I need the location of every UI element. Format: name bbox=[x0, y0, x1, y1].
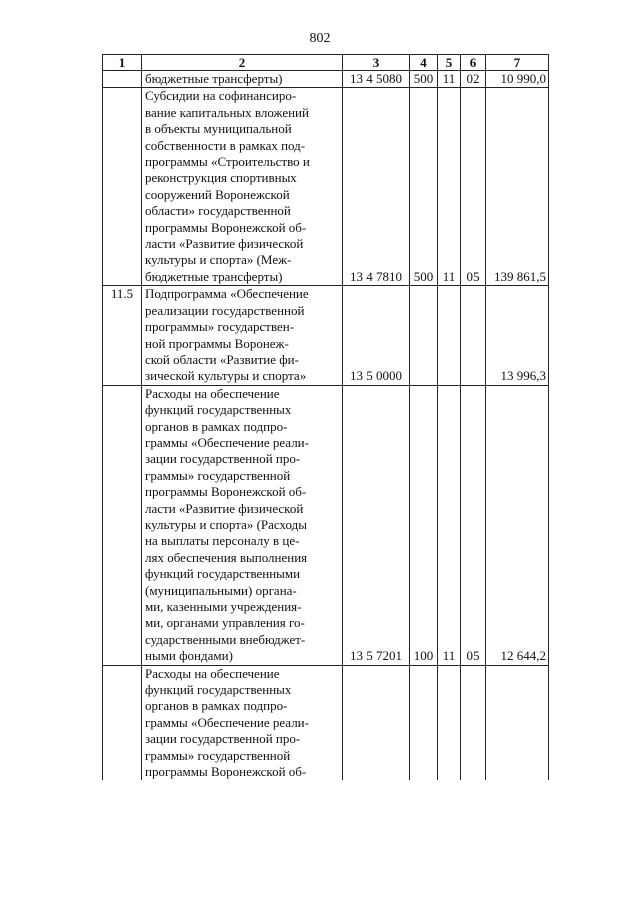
description-line: Расходы на обеспечение bbox=[145, 665, 280, 681]
description-line: зации государственной про- bbox=[145, 451, 301, 467]
description-line: ными фондами) bbox=[145, 648, 233, 664]
row-number-cell bbox=[103, 665, 142, 780]
budget-table bbox=[102, 54, 549, 780]
section-cell: 11 bbox=[438, 385, 461, 665]
description-line: функций государственными bbox=[145, 566, 301, 582]
description-cell bbox=[142, 385, 343, 665]
code-cell: 13 4 7810 bbox=[343, 88, 410, 286]
table-row bbox=[103, 88, 549, 286]
header-cell: 2 bbox=[142, 55, 343, 71]
row-number-cell bbox=[103, 71, 142, 88]
description-line: на выплаты персоналу в це- bbox=[145, 533, 300, 549]
header-cell: 5 bbox=[438, 55, 461, 71]
amount-cell: 139 861,5 bbox=[486, 88, 549, 286]
description-line: программы Воронежской об- bbox=[145, 219, 307, 235]
description-line: программы» государствен- bbox=[145, 319, 295, 335]
description-line: ной программы Воронеж- bbox=[145, 335, 289, 351]
description-line: культуры и спорта» (Меж- bbox=[145, 252, 292, 268]
description-line: бюджетные трансферты) bbox=[145, 268, 283, 284]
expense-type-cell: 500 bbox=[410, 88, 438, 286]
subsection-cell bbox=[461, 286, 486, 385]
expense-type-cell: 500 bbox=[410, 71, 438, 88]
expense-type-cell: 100 bbox=[410, 385, 438, 665]
description-line: (муниципальными) органа- bbox=[145, 582, 297, 598]
description-line: лях обеспечения выполнения bbox=[145, 549, 308, 565]
code-cell bbox=[343, 665, 410, 780]
description-line: граммы «Обеспечение реали- bbox=[145, 434, 309, 450]
table-row bbox=[103, 665, 549, 780]
description-line: сооружений Воронежской bbox=[145, 186, 290, 202]
description-line: программы Воронежской об- bbox=[145, 764, 307, 780]
description-line: вание капитальных вложений bbox=[145, 104, 309, 120]
header-cell: 6 bbox=[461, 55, 486, 71]
header-cell: 1 bbox=[103, 55, 142, 71]
description-line: области» государственной bbox=[145, 203, 291, 219]
table-row bbox=[103, 286, 549, 385]
description-line: функций государственных bbox=[145, 402, 292, 418]
table-row bbox=[103, 71, 549, 88]
section-cell bbox=[438, 286, 461, 385]
description-line: органов в рамках подпро- bbox=[145, 418, 288, 434]
subsection-cell: 05 bbox=[461, 385, 486, 665]
header-cell: 7 bbox=[486, 55, 549, 71]
description-line: Подпрограмма «Обеспечение bbox=[145, 286, 309, 302]
description-line: граммы «Обеспечение реали- bbox=[145, 714, 309, 730]
description-line: Субсидии на софинансиро- bbox=[145, 88, 297, 104]
description-line: ми, казенными учреждения- bbox=[145, 599, 302, 614]
description-line: органов в рамках подпро- bbox=[145, 698, 288, 714]
table-row bbox=[103, 385, 549, 665]
description-line: ской области «Развитие фи- bbox=[145, 351, 299, 367]
description-line: культуры и спорта» (Расходы bbox=[145, 516, 308, 532]
subsection-cell: 05 bbox=[461, 88, 486, 286]
row-number-cell bbox=[103, 385, 142, 665]
code-cell: 13 5 0000 bbox=[343, 286, 410, 385]
row-number-cell: 11.5 bbox=[103, 286, 142, 385]
header-cell: 3 bbox=[343, 55, 410, 71]
description-line: граммы» государственной bbox=[145, 467, 291, 483]
code-cell: 13 4 5080 bbox=[343, 71, 410, 88]
description-line: программы Воронежской об- bbox=[145, 484, 307, 500]
expense-type-cell bbox=[410, 286, 438, 385]
description-line: Расходы на обеспечение bbox=[145, 385, 280, 401]
description-cell bbox=[142, 286, 343, 385]
description-cell bbox=[142, 88, 343, 286]
amount-cell: 12 644,2 bbox=[486, 385, 549, 665]
section-cell bbox=[438, 665, 461, 780]
description-line: ласти «Развитие физической bbox=[145, 236, 304, 252]
description-line: собственности в рамках под- bbox=[145, 137, 306, 153]
amount-cell: 10 990,0 bbox=[486, 71, 549, 88]
table-header-row bbox=[103, 55, 549, 71]
expense-type-cell bbox=[410, 665, 438, 780]
description-cell bbox=[142, 71, 343, 88]
page-number: 802 bbox=[309, 31, 331, 46]
description-line: сударственными внебюджет- bbox=[145, 631, 306, 647]
code-cell: 13 5 7201 bbox=[343, 385, 410, 665]
amount-cell bbox=[486, 665, 549, 780]
description-line: граммы» государственной bbox=[145, 747, 291, 763]
description-line: ласти «Развитие физической bbox=[145, 500, 304, 516]
description-line: программы «Строительство и bbox=[145, 154, 310, 170]
description-cell bbox=[142, 665, 343, 780]
description-line: ми, органами управления го- bbox=[145, 615, 305, 631]
subsection-cell: 02 bbox=[461, 71, 486, 88]
section-cell: 11 bbox=[438, 88, 461, 286]
amount-cell: 13 996,3 bbox=[486, 286, 549, 385]
description-line: в объекты муниципальной bbox=[145, 121, 292, 137]
description-line: зации государственной про- bbox=[145, 731, 301, 747]
row-number-cell bbox=[103, 88, 142, 286]
description-line: бюджетные трансферты) bbox=[145, 71, 283, 86]
description-line: реализации государственной bbox=[145, 302, 305, 318]
subsection-cell bbox=[461, 665, 486, 780]
section-cell: 11 bbox=[438, 71, 461, 88]
description-line: функций государственных bbox=[145, 682, 292, 698]
description-line: зической культуры и спорта» bbox=[145, 368, 307, 384]
description-line: реконструкция спортивных bbox=[145, 170, 297, 186]
header-cell: 4 bbox=[410, 55, 438, 71]
